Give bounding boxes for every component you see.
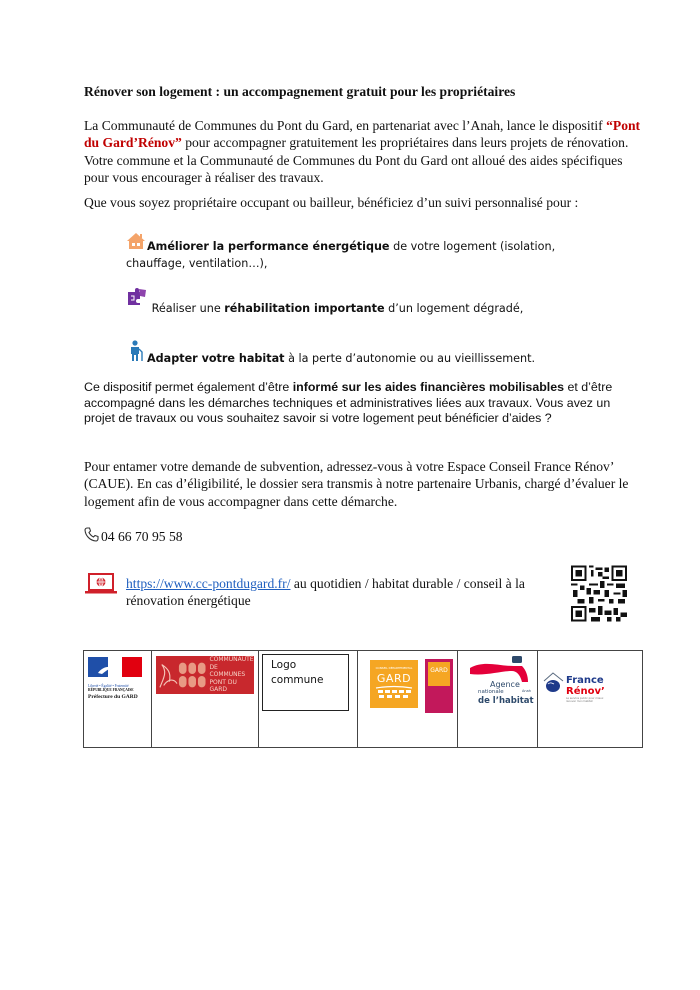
qr-code[interactable] <box>571 565 627 622</box>
logo-cell-france-renov <box>538 651 643 748</box>
logo-cell-gard <box>358 651 458 748</box>
anah-logo <box>468 656 536 714</box>
website-link[interactable]: https://www.cc-pontdugard.fr/ <box>126 576 291 591</box>
logo-cell-ccpg <box>152 651 259 748</box>
website-path: au quotidien / habitat durable / conseil à la rénovation énergétique <box>126 576 525 609</box>
intro-text-start: La Communauté de Communes du Pont du Gard, en partenariat avec l’Anah, lance le dispositif <box>84 118 607 133</box>
website-line <box>126 575 556 610</box>
item-text: Réaliser une <box>151 302 225 315</box>
anah-tag: Anah <box>522 689 531 693</box>
partner-logos-table <box>83 650 643 748</box>
house-icon <box>126 232 146 255</box>
prefecture-motto: Liberté • Égalité • Fraternité <box>88 684 129 688</box>
page-title: Rénover son logement : un accompagnement gratuit pour les propriétaires <box>84 84 516 99</box>
item-text: de votre logement (isolation, chauffage, ventilation…), <box>126 240 556 270</box>
ccpg-logo-text: COMMUNAUTÉ DE COMMUNES PONT DU GARD <box>209 656 254 694</box>
item-bold: réhabilitation importante <box>224 302 385 315</box>
laptop-globe-icon <box>85 573 117 600</box>
logo-cell-anah <box>458 651 538 748</box>
phone-number[interactable]: 04 66 70 95 58 <box>101 528 183 544</box>
gard-magenta-logo: GARD <box>425 659 453 713</box>
info-paragraph <box>84 380 634 427</box>
anah-logo-text: Agence nationale de l’habitat <box>478 680 534 706</box>
gard-department-logo: CONSEIL DÉPARTEMENTAL GARD <box>370 660 418 708</box>
commune-logo-placeholder: Logo commune <box>262 654 349 711</box>
lead-text: Que vous soyez propriétaire occupant ou bailleur, bénéficiez d’un suivi personnalisé pour : <box>84 195 579 210</box>
puzzle-icon <box>127 288 147 311</box>
france-renov-text: France Rénov’ Le service public pour mieux rénover mon habitat <box>566 675 605 704</box>
phone-line <box>84 527 183 546</box>
phone-icon <box>84 527 101 546</box>
program-name: “Pont du Gard’Rénov” <box>84 118 641 151</box>
list-item-energy <box>126 232 586 272</box>
prefecture-name: Préfecture du GARD <box>88 694 138 700</box>
logo-cell-commune <box>259 651 358 748</box>
intro-paragraph <box>84 117 644 186</box>
prefecture-logo <box>88 657 144 700</box>
item-bold: Améliorer la performance énergétique <box>147 240 390 253</box>
item-bold: Adapter votre habitat <box>147 352 285 365</box>
info-bold: informé sur les aides financières mobilisables <box>292 380 565 394</box>
list-item-rehabilitation <box>127 294 587 317</box>
info-text-end: et d’être accompagné dans les démarches techniques et administratives liées aux travaux. Vous avez un projet de travaux ou vous souhaitez savoir si votre logement peut bénéficier d’aides ? <box>84 380 613 426</box>
prefecture-republic: RÉPUBLIQUE FRANÇAISE <box>88 688 134 692</box>
france-renov-logo <box>543 671 643 711</box>
list-item-adapt <box>130 340 590 367</box>
intro-text-end: pour accompagner gratuitement les propriétaires dans leurs projets de rénovation. Votre commune et la Communauté de Communes du Pont du Gard ont alloué des aides spécifiques pour vous encourager à réaliser des travaux. <box>84 135 629 185</box>
info-text-start: Ce dispositif permet également d’être <box>84 380 293 394</box>
ccpg-logo <box>156 656 254 694</box>
subsidy-paragraph: Pour entamer votre demande de subvention, adressez-vous à votre Espace Conseil France Rénov’ (CAUE). En cas d’éligibilité, le dossier sera transmis à notre partenaire Urbanis, chargé d’évaluer le logement afin de vous accompagner dans cette démarche. <box>84 459 629 509</box>
elderly-person-icon <box>128 340 144 367</box>
item-text: d’un logement dégradé, <box>384 302 524 315</box>
item-text: à la perte d’autonomie ou au vieillissement. <box>284 352 536 365</box>
logo-cell-prefecture <box>84 651 152 748</box>
